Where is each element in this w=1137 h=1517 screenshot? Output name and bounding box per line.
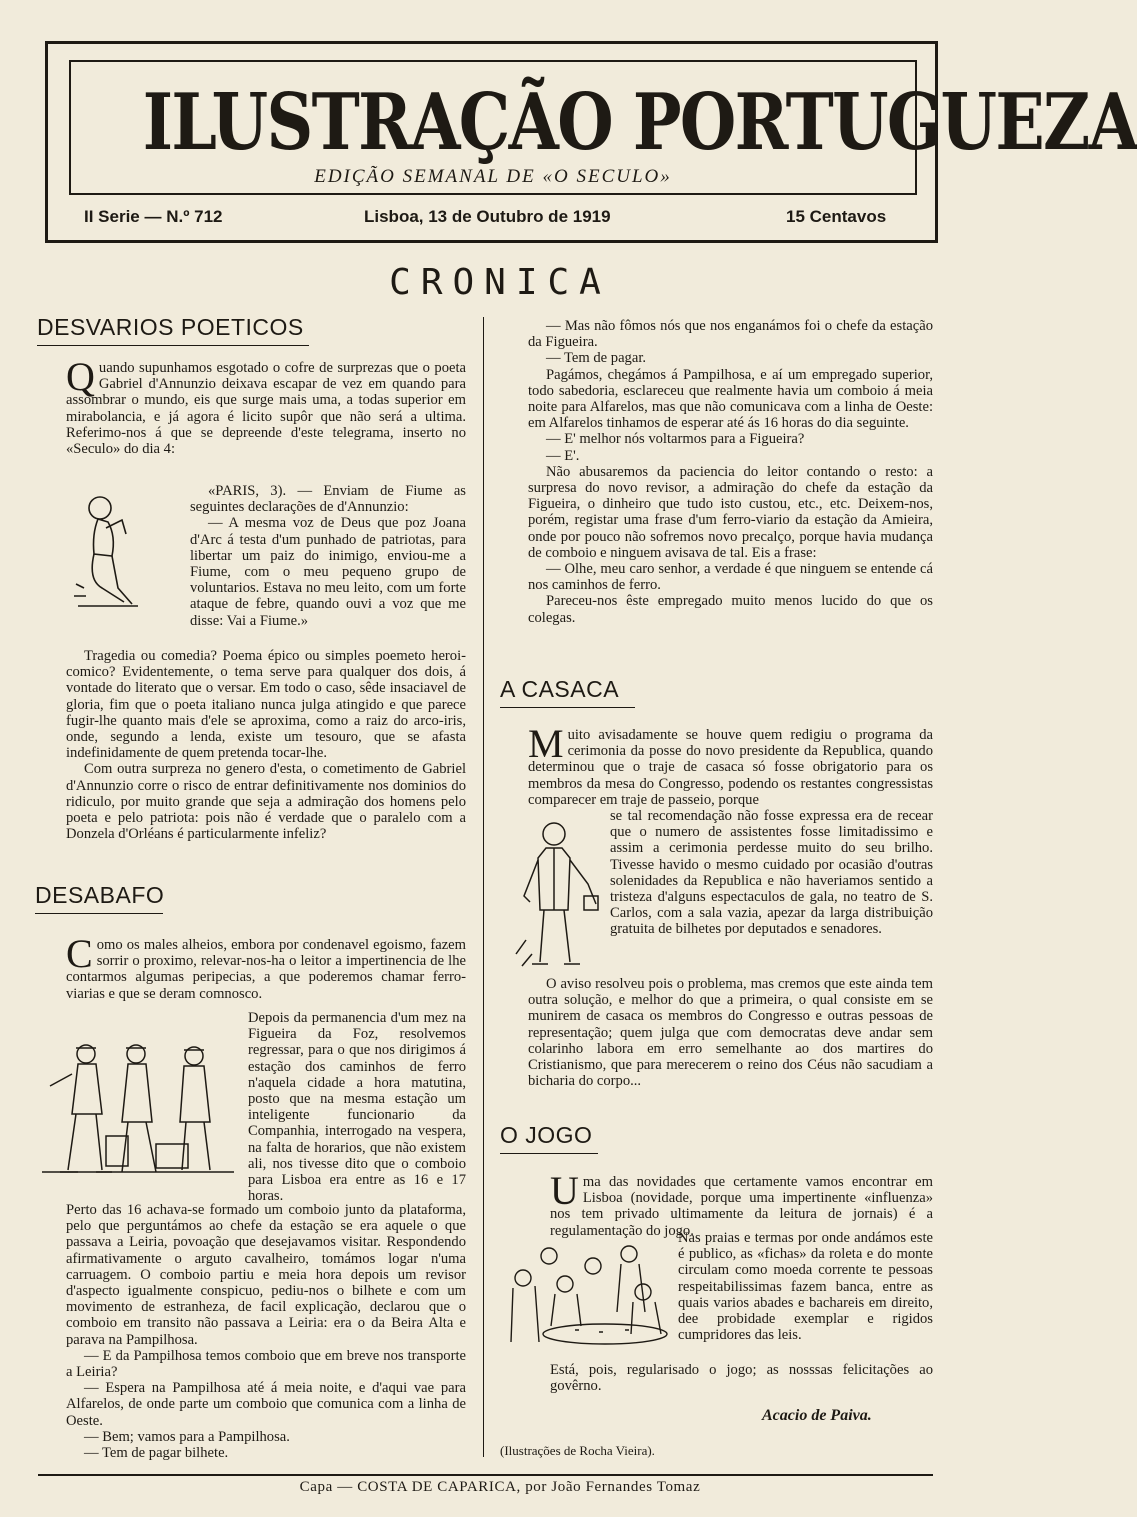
- masthead: [45, 41, 1137, 243]
- publication-title: ILUSTRAÇÃO PORTUGUEZA: [142, 77, 1137, 168]
- column-divider: [483, 317, 484, 1457]
- desabafo-body: [66, 1202, 466, 1461]
- publication-subtitle: EDIÇÃO SEMANAL DE «O SECULO»: [314, 166, 672, 187]
- dropcap: Q: [66, 354, 95, 399]
- desabafo-wrap-text: [248, 1010, 466, 1204]
- issue-price: 15 Centavos: [786, 207, 887, 226]
- jogo-wrap-text: [678, 1230, 933, 1343]
- quote-line: «PARIS, 3). — Enviam de Fiume as seguintes declarações de d'Annunzio:: [190, 483, 466, 516]
- cover-caption: Capa — COSTA DE CAPARICA, por João Fernandes Tomaz: [299, 1479, 701, 1495]
- desvarios-intro: [66, 354, 466, 458]
- paragraph: Tragedia ou comedia? Poema épico ou simples poemeto heroi-comico? Evidentemente, o tema serve para qualquer dos dois, á vontade do literato que o versar. Em todo o caso, sêde insaciavel de gloria, fim que o poeta italiano nunca julga atingido e que parece fugir-lhe quanto mais d'ele se aproxima, como a raiz do arco-iris, onde, segundo a lenda, existe um tesouro, que se afasta indefinidamente de quem pretenda tocar-lhe.: [66, 648, 466, 762]
- paragraph: Pareceu-nos êste empregado muito menos lucido do que os colegas.: [528, 593, 933, 626]
- casaca-wrap-text: [610, 808, 933, 938]
- casaca-body: [528, 976, 933, 1089]
- illustrations-credit: (Ilustrações de Rocha Vieira).: [500, 1443, 655, 1458]
- issue-date: Lisboa, 13 de Outubro de 1919: [364, 207, 611, 226]
- paragraph: Não abusaremos da paciencia do leitor contando o resto: a surpresa do novo revisor, a admiração do chefe da estação da Figueira, o dinheiro que tudo isto custou, etc., etc. Deixem-nos, porém, registar uma frase d'um ferro-viario da estação da Amieira, onde por pouco não sofremos novo precalço, porque havia mudança de comboio e ninguem avisava de tal. Eis a frase:: [528, 463, 933, 561]
- paragraph: uito avisadamente se houve quem redigiu o programa da cerimonia da posse do novo presidente da Republica, quando determinou que o traje de casaca só fosse obrigatorio para os membros da mesa do Congresso, podendo os restantes congressistas comparecer em traje de passeio, porque: [528, 727, 933, 808]
- heading-o-jogo: O JOGO: [500, 1122, 598, 1154]
- telegram-quote: [190, 483, 466, 629]
- casaca-intro: [528, 721, 933, 808]
- paragraph: Depois da permanencia d'um mez na Figueira da Foz, resolvemos regressar, para o que nos dirigimos á estação dos caminhos de ferro n'aquela cidade a hora matutina, posto que na mesma estação um inteligente funcionario da Companhia, interrogado na vespera, na falta de horarios, que não existem ali, nos tivesse dito que o comboio para Lisboa era entre as 16 e 17 horas.: [248, 1010, 466, 1205]
- paragraph: Está, pois, regularisado o jogo; as nosssas felicitações ao govêrno.: [550, 1362, 933, 1395]
- heading-a-casaca: A CASACA: [500, 676, 635, 708]
- travelers-illustration: [38, 1040, 238, 1182]
- masthead-title-box: [69, 60, 1137, 195]
- gamblers-at-table-illustration: [505, 1242, 673, 1354]
- dialogue-line: — Olhe, meu caro senhor, a verdade é que ninguem se entende cá nos caminhos de ferro.: [528, 561, 933, 594]
- paragraph: Com outra surpreza no genero d'esta, o cometimento de Gabriel d'Annunzio corre o risco de entrar definitivamente nos dominios do ridiculo, por muito grande que seja a admiração dos homens pelo poeta e pelo patriota: pois não é verdade que o paralelo com a Donzela d'Orléans é particularmente infeliz?: [66, 761, 466, 843]
- dialogue-line: — E da Pampilhosa temos comboio que em breve nos transporte a Leiria?: [66, 1347, 466, 1381]
- jogo-body: [550, 1362, 933, 1394]
- kneeling-figure-illustration: [72, 484, 144, 629]
- dialogue-line: — Espera na Pampilhosa até á meia noite, e d'aqui vae para Alfarelos, de onde parte um comboio que comunica com a linha de Oeste.: [66, 1380, 466, 1429]
- desabafo-continuation: [528, 318, 933, 626]
- man-in-tailcoat-illustration: [510, 818, 602, 978]
- dialogue-line: — E' melhor nós voltarmos para a Figueira?: [546, 431, 805, 448]
- dropcap: C: [66, 931, 93, 976]
- dialogue-line: — Bem; vamos para a Pampilhosa.: [84, 1428, 290, 1445]
- paragraph: omo os males alheios, embora por condenavel egoismo, fazem sorrir o proximo, relevar-nos-ha o leitor a impertinencia de lhe contarmos algumas peripecias, a que poderemos chamar ferro-viarias e que se deram comnosco.: [66, 937, 466, 1002]
- heading-desvarios-poeticos: DESVARIOS POETICOS: [37, 314, 309, 346]
- dialogue-line: — Tem de pagar.: [546, 350, 647, 367]
- dialogue-line: — Mas não fômos nós que nos enganámos foi o chefe da estação da Figueira.: [528, 318, 933, 351]
- dialogue-line: — E'.: [546, 447, 580, 464]
- quote-line: — A mesma voz de Deus que poz Joana d'Arc á testa d'um punhado de patriotas, para libertar um paiz do inimigo, enviou-me a Fiume, com o meu pequeno grupo de voluntarios. Estava no meu leito, com um forte ataque de febre, quando ouvi a voz que me disse: Vai a Fiume.»: [190, 515, 466, 629]
- author-signature: Acacio de Paiva.: [762, 1407, 872, 1424]
- paragraph: ma das novidades que certamente vamos encontrar em Lisboa (novidade, porque uma impertinente «influenza» nos tem privado ultimamente da leitura de jornais) é a regulamentação do jogo.: [550, 1174, 933, 1239]
- paragraph: Perto das 16 achava-se formado um comboio junto da plataforma, pelo que perguntámos ao chefe da estação se era aquele o que passava a Leiria, povoação que desejavamos visitar. Respondendo afirmativamente o arguto cavalheiro, tomámos logar n'uma carruagem. O comboio partiu e meia hora depois um revisor d'aspecto igualmente conspicuo, pediu-nos o bilhete e com um movimento de estranheza, de facil explicação, declarou que o comboio em transito não passava a Leiria: era o da Beira Alta e parava na Pampilhosa.: [66, 1202, 466, 1348]
- desabafo-intro: [66, 931, 466, 1002]
- dropcap: U: [550, 1168, 579, 1213]
- dialogue-line: — Tem de pagar bilhete.: [84, 1445, 229, 1462]
- heading-desabafo: DESABAFO: [35, 882, 163, 914]
- issue-number: II Serie — N.º 712: [84, 207, 223, 226]
- paragraph: O aviso resolveu pois o problema, mas cremos que este ainda tem outra solução, e melhor do que a primeira, o qual consiste em se munirem de casaca os membros do Congresso e outras pessoas de representação; quem julga que com democratas deve andar sem colarinho labora em erro semelhante ao dos martires do Cristianismo, que para merecerem o reino dos Céus não sacudiam a bicharia do corpo...: [528, 976, 933, 1090]
- dropcap: M: [528, 721, 564, 766]
- paragraph: Nas praias e termas por onde andámos este é publico, as «fichas» da roleta e do monte circulam como moeda corrente te pessoas respeitabilissimas fazem banca, entre as quais varios abades e bachareis em direito, dee probidade exemplar e rigidos cumpridores das leis.: [678, 1230, 933, 1344]
- section-title: CRONICA: [389, 262, 611, 303]
- paragraph: Pagámos, chegámos á Pampilhosa, e aí um empregado superior, todo sabedoria, esclareceu que realmente havia um comboio á meia noite para Alfarelos, mas que não comunicava com a linha de Oeste: em Alfarelos tinhamos de esperar até ás 16 horas do dia seguinte.: [528, 366, 933, 432]
- desvarios-body: [66, 648, 466, 842]
- footer-rule: [38, 1474, 933, 1476]
- paragraph: uando supunhamos esgotado o cofre de surprezas que o poeta Gabriel d'Annunzio deixava escapar de vez em quando para assombrar o mundo, eis que surge mais uma, a todas superior em mirabolancia, e já agora é licito supôr que não será a ultima. Referimo-nos á que se depreende d'este telegrama, inserto no «Seculo» do dia 4:: [66, 360, 466, 458]
- paragraph: se tal recomendação não fosse expressa era de recear que o numero de assistentes fosse limitadissimo e assim a cerimonia perdesse muito do seu brilho. Tivesse havido o mesmo cuidado por ocasião d'outras solenidades da Republica e não haveriamos sentido a tristeza d'alguns espectaculos de gala, no teatro de S. Carlos, com a sala vazia, apezar da larga distribuição gratuita de bilhetes por deputados e senadores.: [610, 808, 933, 938]
